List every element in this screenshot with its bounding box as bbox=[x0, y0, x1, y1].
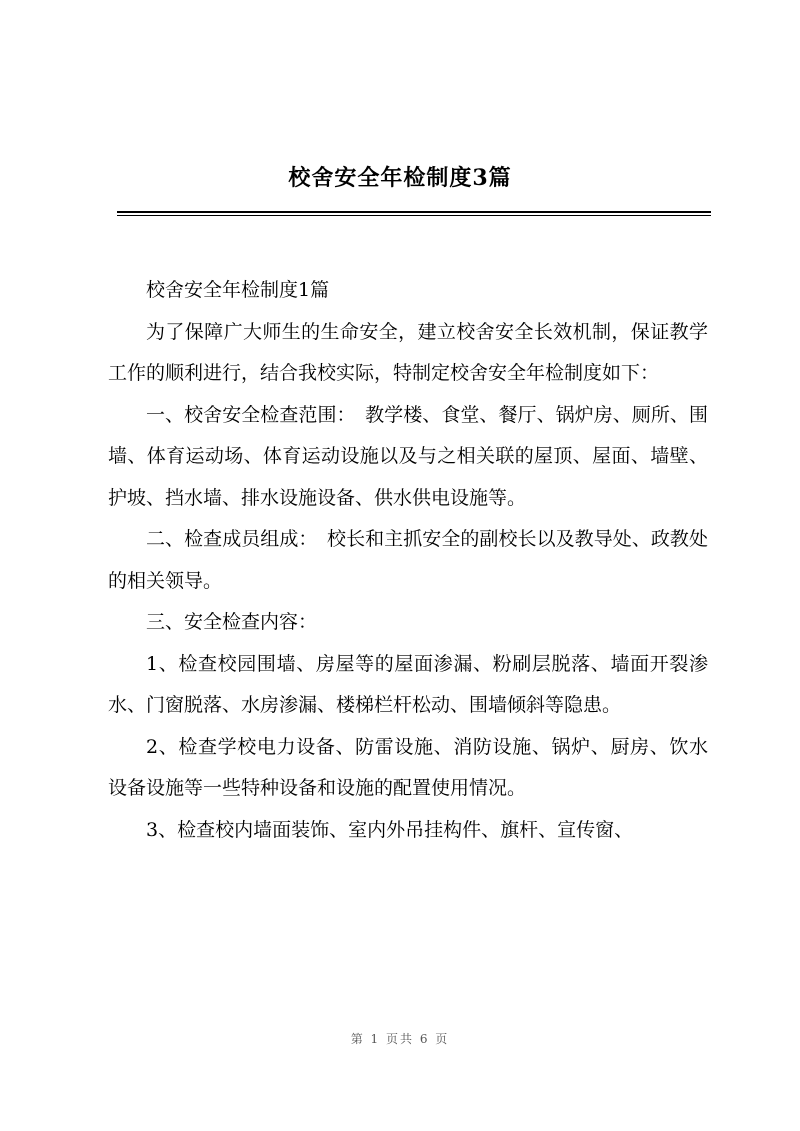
paragraph-intro: 为了保障广大师生的生命安全，建立校舍安全长效机制，保证教学工作的顺利进行，结合我校实际，特制定校舍安全年检制度如下： bbox=[108, 320, 708, 384]
paragraph-heading: 校舍安全年检制度1篇 bbox=[146, 279, 330, 301]
title-divider bbox=[117, 211, 711, 213]
paragraph-members: 二、检查成员组成： 校长和主抓安全的副校长以及教导处、政教处的相关领导。 bbox=[108, 528, 708, 592]
title-divider-thin bbox=[117, 215, 711, 216]
paragraph-scope: 一、校舍安全检查范围： 教学楼、食堂、餐厅、锅炉房、厕所、围墙、体育运动场、体育运动设施以及与之相关联的屋顶、屋面、墙壁、护坡、挡水墙、排水设施设备、供水供电设施等。 bbox=[108, 403, 708, 509]
paragraph-item-2: 2、检查学校电力设备、防雷设施、消防设施、锅炉、厨房、饮水设备设施等一些特种设备和设施的配置使用情况。 bbox=[108, 735, 708, 799]
paragraph-item-1: 1、检查校园围墙、房屋等的屋面渗漏、粉刷层脱落、墙面开裂渗水、门窗脱落、水房渗漏、楼梯栏杆松动、围墙倾斜等隐患。 bbox=[108, 652, 708, 716]
page-number: 第 1 页共 6 页 bbox=[350, 1032, 450, 1046]
paragraph-content-heading: 三、安全检查内容： bbox=[146, 611, 318, 633]
document-body bbox=[108, 270, 708, 851]
document-title: 校舍安全年检制度3篇 bbox=[288, 165, 512, 191]
paragraph-item-3: 3、检查校内墙面装饰、室内外吊挂构件、旗杆、宣传窗、 bbox=[146, 818, 634, 841]
